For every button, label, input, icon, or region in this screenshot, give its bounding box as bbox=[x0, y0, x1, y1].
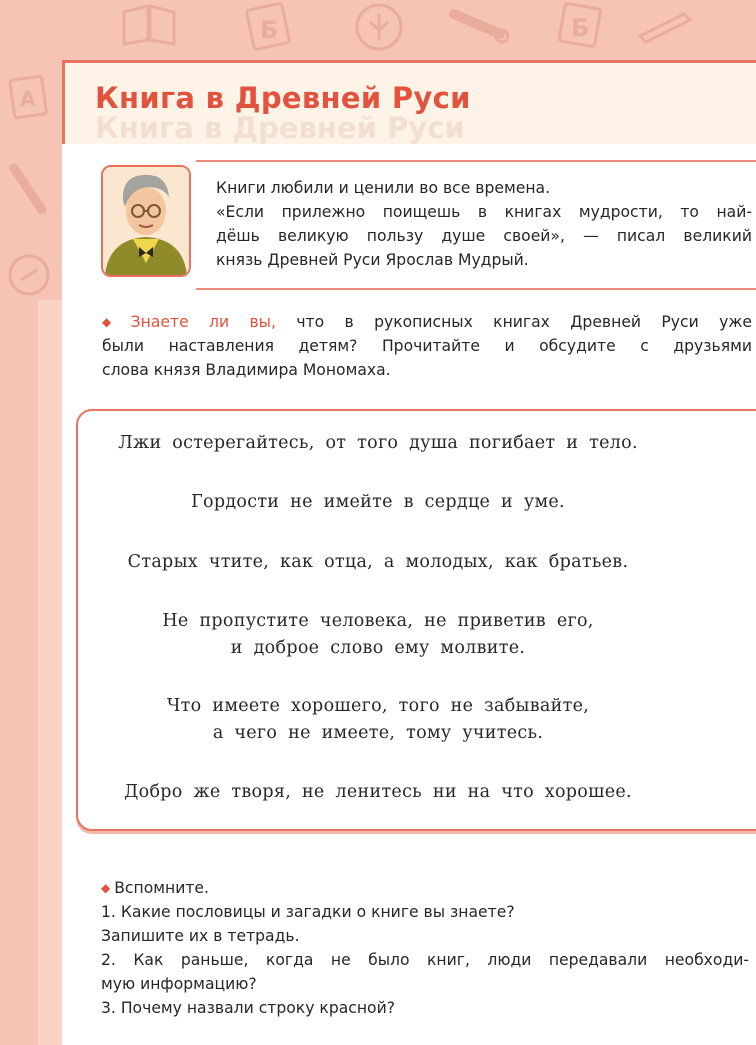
quote-item bbox=[0, 549, 756, 576]
question-text: были наставления детям? Прочитайте и обсудите с друзьями bbox=[102, 337, 752, 355]
pencil-icon bbox=[636, 6, 696, 46]
quote-line: и доброе слово ему молвите. bbox=[230, 638, 526, 658]
recall-question: 1. Какие пословицы и загадки о книге вы знаете? bbox=[101, 903, 515, 921]
quote-line: Что имеете хорошего, того не забывайте, bbox=[166, 696, 590, 716]
intro-line: князь Древней Руси Ярослав Мудрый. bbox=[216, 251, 529, 269]
diamond-bullet-icon: ◆ bbox=[101, 881, 111, 895]
question-text: что в рукописных книгах Древней Руси уже bbox=[275, 313, 752, 331]
question-lead: Знаете ли вы, bbox=[130, 313, 276, 331]
intro-line: «Если прилежно поищешь в книгах мудрости, то най- bbox=[216, 203, 752, 221]
letter-b-block-icon bbox=[556, 0, 606, 50]
svg-text:Б: Б bbox=[260, 16, 279, 44]
letter-b-block-icon bbox=[246, 2, 294, 52]
page-title: Книга в Древней Руси bbox=[95, 81, 471, 115]
quote-line: Добро же творя, не ленитесь ни на что хорошее. bbox=[124, 782, 632, 802]
decorative-left-strip bbox=[38, 300, 62, 1045]
teacher-portrait bbox=[101, 165, 191, 277]
decorative-top-band bbox=[0, 0, 756, 60]
intro-line: дёшь великую пользу душе своей», — писал великий bbox=[216, 227, 752, 245]
quote-line: Лжи остерегайтесь, от того душа погибает и тело. bbox=[118, 433, 638, 453]
tree-seal-icon bbox=[4, 250, 54, 300]
quote-item bbox=[0, 608, 756, 662]
intro-line: Книги любили и ценили во все времена. bbox=[216, 179, 551, 197]
diamond-bullet-icon: ◆ bbox=[102, 315, 127, 329]
recall-heading: Вспомните. bbox=[114, 879, 209, 897]
svg-text:А: А bbox=[20, 87, 36, 111]
quote-line: Гордости не имейте в сердце и уме. bbox=[191, 492, 565, 512]
svg-text:Б: Б bbox=[571, 14, 590, 42]
quote-item bbox=[0, 693, 756, 747]
recall-question: Запишите их в тетрадь. bbox=[101, 927, 300, 945]
question-paragraph bbox=[102, 310, 756, 382]
quote-item bbox=[0, 779, 756, 806]
divider-mid bbox=[196, 288, 756, 290]
recall-question: 2. Как раньше, когда не было книг, люди передавали необходи- bbox=[101, 951, 749, 969]
intro-paragraph bbox=[216, 176, 756, 272]
quote-line: Старых чтите, как отца, а молодых, как братьев. bbox=[127, 552, 629, 572]
letter-b-block-icon bbox=[6, 72, 52, 124]
quote-line: а чего не имеете, тому учитесь. bbox=[212, 723, 544, 743]
quote-line: Не пропустите человека, не приветив его, bbox=[162, 611, 594, 631]
quote-item bbox=[0, 489, 756, 516]
recall-question: 3. Почему назвали строку красной? bbox=[101, 999, 395, 1017]
title-frame bbox=[62, 60, 756, 144]
question-text: слова князя Владимира Мономаха. bbox=[102, 361, 391, 379]
divider-top bbox=[196, 160, 756, 162]
scroll-icon bbox=[448, 4, 512, 48]
title-shadow: Книга в Древней Руси bbox=[95, 111, 465, 145]
book-icon bbox=[120, 2, 178, 46]
tree-seal-icon bbox=[352, 0, 406, 54]
recall-question: мую информацию? bbox=[101, 975, 257, 993]
recall-section bbox=[101, 876, 756, 1020]
quote-item bbox=[0, 430, 756, 457]
scroll-icon bbox=[4, 160, 54, 220]
